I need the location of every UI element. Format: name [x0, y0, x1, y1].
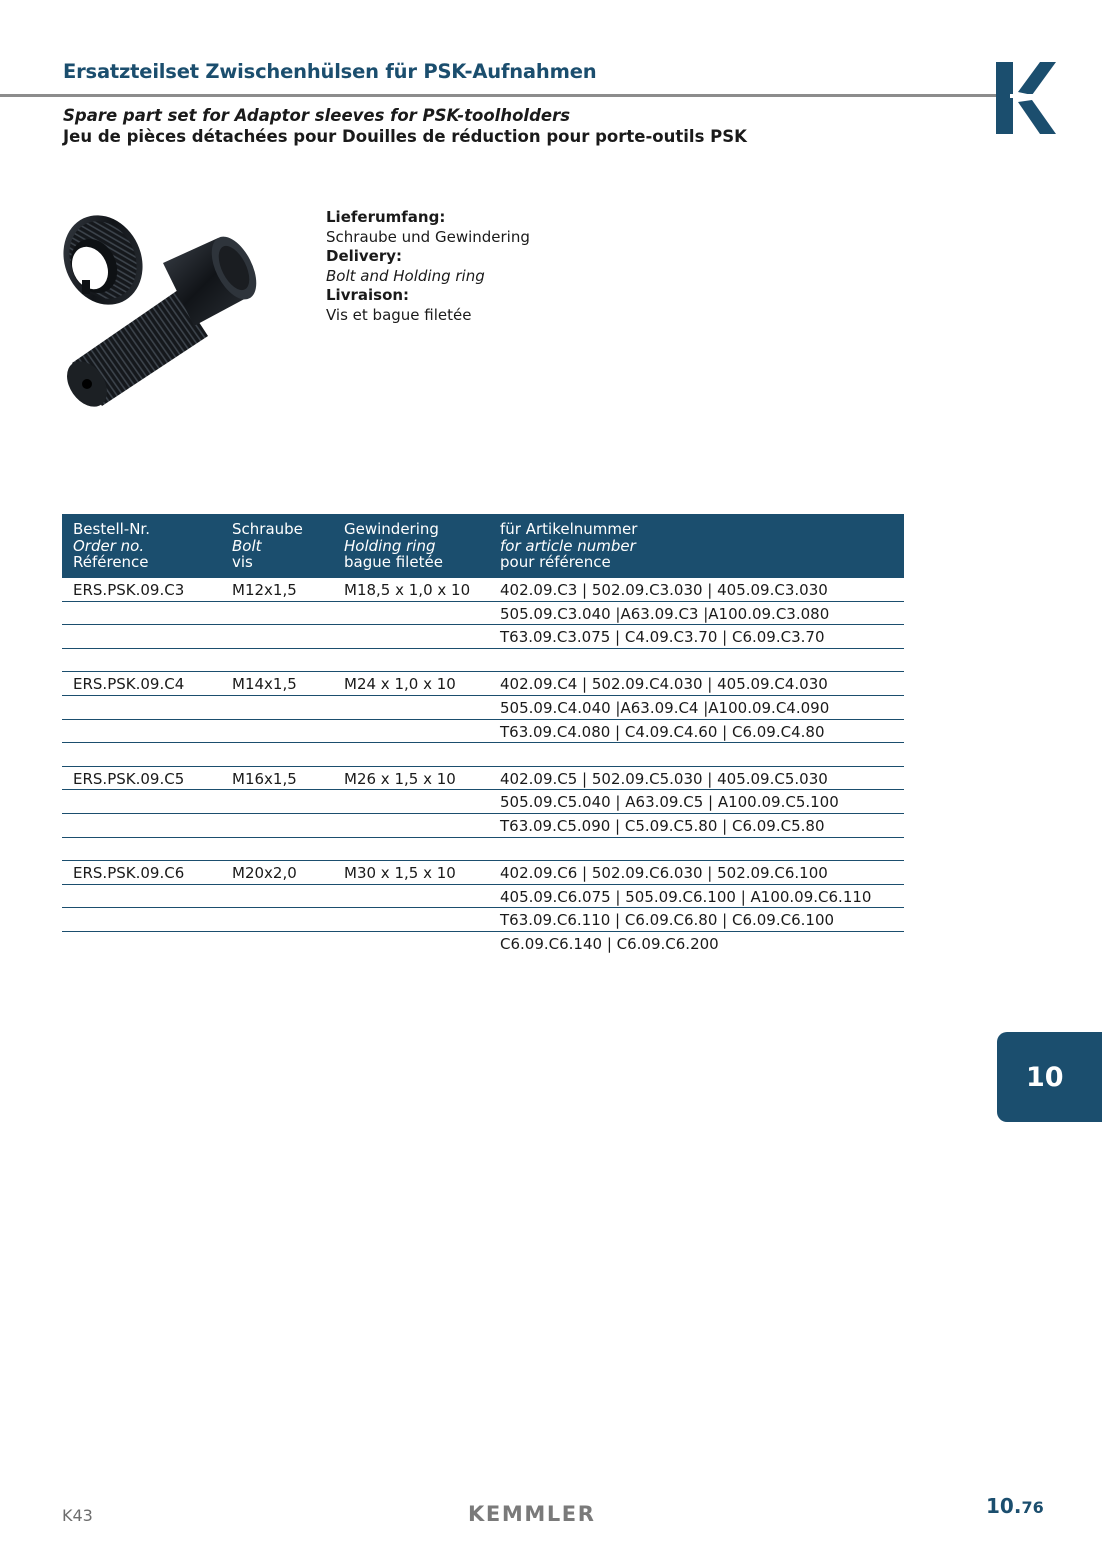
table-row [62, 672, 904, 696]
table-row [62, 885, 904, 909]
cell-holding-ring: M18,5 x 1,0 x 10 [344, 581, 471, 599]
table-row [62, 932, 904, 956]
spare-parts-table [62, 514, 904, 956]
cell-bolt: M14x1,5 [232, 675, 297, 694]
delivery-text-fr: Vis et bague filetée [326, 305, 472, 324]
bolt-and-ring-photo-icon [58, 208, 258, 413]
table-row [62, 861, 904, 885]
cell-bolt: M12x1,5 [232, 581, 297, 599]
page-title-de: Ersatzteilset Zwischenhülsen für PSK-Aufnahmen [63, 60, 597, 83]
cell-order-no: ERS.PSK.09.C3 [73, 581, 185, 599]
title-rule [0, 94, 1000, 97]
cell-article-numbers: T63.09.C5.090 | C5.09.C5.80 | C6.09.C5.80 [500, 816, 825, 835]
footer-catalog-code: K43 [62, 1506, 93, 1525]
kemmler-logo-icon [996, 62, 1056, 134]
cell-order-no: ERS.PSK.09.C4 [73, 675, 185, 694]
page-title-fr: Jeu de pièces détachées pour Douilles de réduction pour porte-outils PSK [63, 127, 747, 146]
cell-order-no: ERS.PSK.09.C6 [73, 864, 185, 883]
delivery-block [326, 208, 530, 325]
cell-holding-ring: M26 x 1,5 x 10 [344, 769, 456, 788]
cell-bolt: M20x2,0 [232, 864, 297, 883]
table-row [62, 720, 904, 744]
cell-article-numbers: 402.09.C5 | 502.09.C5.030 | 405.09.C5.030 [500, 769, 828, 788]
delivery-label-fr: Livraison: [326, 286, 410, 304]
cell-article-numbers: T63.09.C6.110 | C6.09.C6.80 | C6.09.C6.100 [500, 911, 835, 930]
cell-bolt: M16x1,5 [232, 769, 297, 788]
delivery-text-de: Schraube und Gewindering [326, 227, 530, 246]
cell-article-numbers: 402.09.C4 | 502.09.C4.030 | 405.09.C4.030 [500, 675, 828, 694]
cell-holding-ring: M30 x 1,5 x 10 [344, 864, 456, 883]
table-row [62, 649, 904, 673]
page-title-en: Spare part set for Adaptor sleeves for PSK-toolholders [63, 106, 571, 125]
cell-article-numbers: 505.09.C3.040 |A63.09.C3 |A100.09.C3.080 [500, 604, 830, 623]
table-row [62, 838, 904, 862]
page-number: 10.76 [986, 1494, 1044, 1518]
cell-article-numbers: T63.09.C3.075 | C4.09.C3.70 | C6.09.C3.70 [500, 628, 825, 647]
table-row [62, 814, 904, 838]
table-row [62, 625, 904, 649]
section-tab: 10 [997, 1032, 1102, 1122]
table-row [62, 790, 904, 814]
cell-article-numbers: 402.09.C6 | 502.09.C6.030 | 502.09.C6.100 [500, 864, 828, 883]
header-article-number: für Artikelnummer for article number pour référence [500, 520, 638, 571]
footer-brand: KEMMLER [468, 1502, 596, 1526]
cell-order-no: ERS.PSK.09.C5 [73, 769, 185, 788]
table-row [62, 908, 904, 932]
cell-article-numbers: T63.09.C4.080 | C4.09.C4.60 | C6.09.C4.80 [500, 722, 825, 741]
delivery-label-en: Delivery: [326, 247, 403, 265]
table-body [62, 578, 904, 956]
table-row [62, 767, 904, 791]
cell-article-numbers: 405.09.C6.075 | 505.09.C6.100 | A100.09.C6.110 [500, 887, 872, 906]
header-holding-ring: Gewindering Holding ring bague filetée [344, 520, 443, 571]
table-row [62, 696, 904, 720]
table-row [62, 743, 904, 767]
cell-article-numbers: C6.09.C6.140 | C6.09.C6.200 [500, 934, 719, 953]
cell-article-numbers: 505.09.C4.040 |A63.09.C4 |A100.09.C4.090 [500, 698, 830, 717]
header-bolt: Schraube Bolt vis [232, 520, 303, 571]
delivery-label-de: Lieferumfang: [326, 208, 446, 226]
table-header [62, 514, 904, 578]
table-row [62, 578, 904, 602]
header-order-no: Bestell-Nr. Order no. Référence [73, 520, 150, 571]
cell-article-numbers: 402.09.C3 | 502.09.C3.030 | 405.09.C3.030 [500, 581, 828, 599]
table-row [62, 602, 904, 626]
delivery-text-en: Bolt and Holding ring [326, 266, 485, 285]
cell-holding-ring: M24 x 1,0 x 10 [344, 675, 456, 694]
cell-article-numbers: 505.09.C5.040 | A63.09.C5 | A100.09.C5.100 [500, 793, 839, 812]
